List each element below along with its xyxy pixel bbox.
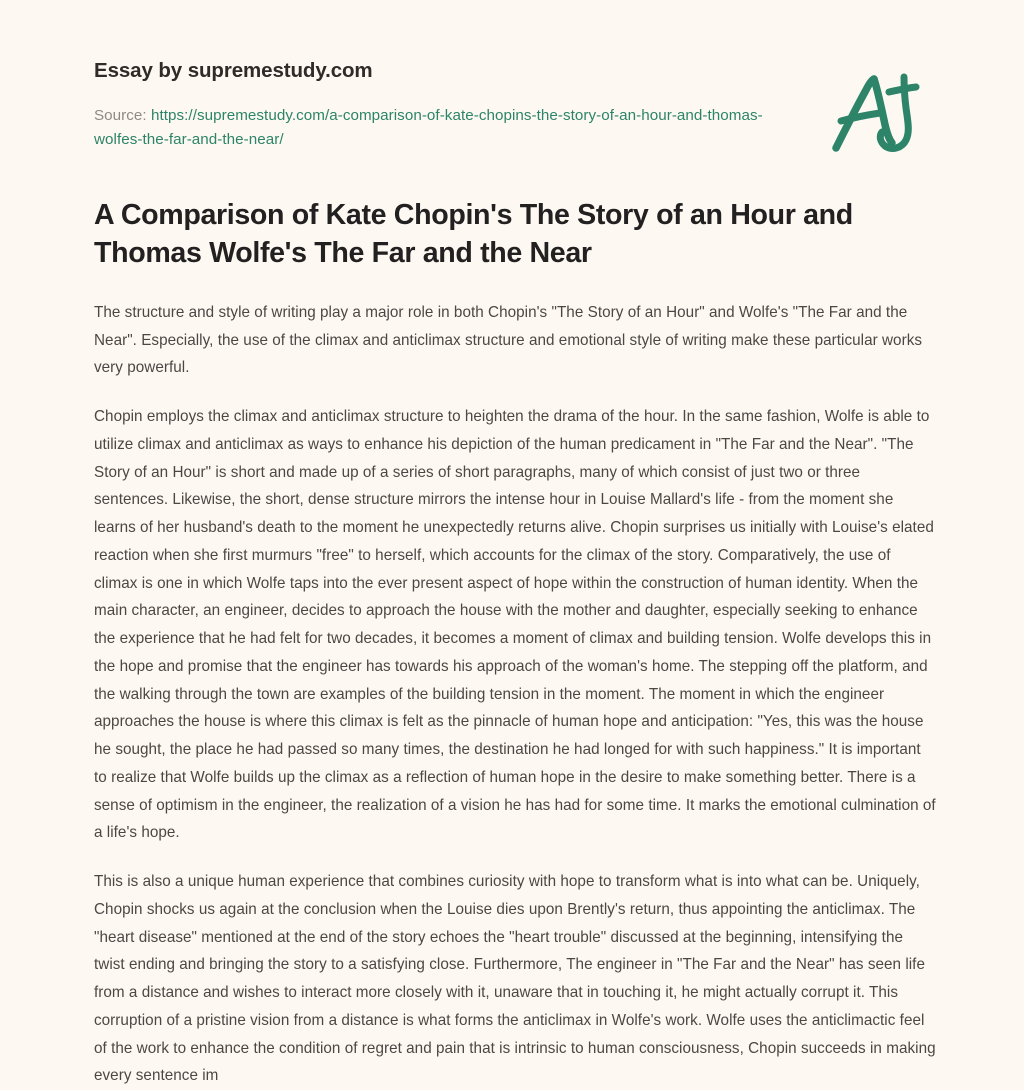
body-paragraph: This is also a unique human experience that combines curiosity with hope to transform what is into what can be. Uniquely, Chopin shocks us again at the conclusion when the Louise dies upon Brently's return, thus appointing the anticlimax. The "heart disease" mentioned at the end of the story echoes the "heart trouble" discussed at the beginning, intensifying the twist ending and bringing the story to a satisfying close. Furthermore, The engineer in "The Far and the Near" has seen life from a distance and wishes to interact more closely with it, unaware that in touching it, he might actually corrupt it. This corruption of a pristine vision from a distance is what forms the anticlimax in Wolfe's work. Wolfe uses the anticlimactic feel of the work to enhance the condition of regret and pain that is intrinsic to human consciousness, Chopin succeeds in making every sentence im	[94, 873, 936, 1085]
essay-byline: Essay by supremestudy.com	[94, 59, 373, 82]
body-paragraph: The structure and style of writing play a major role in both Chopin's "The Story of an Hour" and Wolfe's "The Far and the Near". Especially, the use of the climax and anticlimax structure and emotional style of writing make these particular works very powerful.	[94, 303, 923, 377]
document-content	[0, 196, 1024, 1090]
source-url-link[interactable]: https://supremestudy.com/a-comparison-of-kate-chopins-the-story-of-an-hour-and-thomas-wolfes-the-far-and-the-near/	[94, 106, 763, 149]
body-paragraph: Chopin employs the climax and anticlimax structure to heighten the drama of the hour. In the same fashion, Wolfe is able to utilize climax and anticlimax as ways to enhance his depiction of the human predicament in "The Far and the Near". "The Story of an Hour" is short and made up of a series of short paragraphs, many of which consist of just two or three sentences. Likewise, the short, dense structure mirrors the intense hour in Louise Mallard's life - from the moment she learns of her husband's death to the moment he unexpectedly returns alive. Chopin surprises us initially with Louise's elated reaction when she first murmurs "free" to herself, which accounts for the climax of the story. Comparatively, the use of climax is one in which Wolfe taps into the ever present aspect of hope within the construction of human identity. When the main character, an engineer, decides to approach the house with the mother and daughter, especially seeking to enhance the experience that he had felt for two decades, it becomes a moment of climax and building tension. Wolfe develops this in the hope and promise that the engineer has towards his approach of the woman's home. The stepping off the platform, and the walking through the town are examples of the building tension in the moment. The moment in which the engineer approaches the house is where this climax is felt as the pinnacle of human hope and anticipation: "Yes, this was the house he sought, the place he had passed so many times, the destination he had longed for with such happiness." It is important to realize that Wolfe builds up the climax as a reflection of human hope in the desire to make something better. There is a sense of optimism in the engineer, the realization of a vision he has had for some time. It marks the emotional culmination of a life's hope.	[94, 408, 936, 842]
source-line	[94, 104, 766, 153]
a-plus-logo	[826, 66, 936, 166]
source-label: Source:	[94, 106, 147, 124]
page-title: A Comparison of Kate Chopin's The Story of an Hour and Thomas Wolfe's The Far and the Near	[94, 199, 853, 270]
a-plus-logo-icon	[826, 66, 936, 166]
document-header	[0, 0, 1024, 196]
